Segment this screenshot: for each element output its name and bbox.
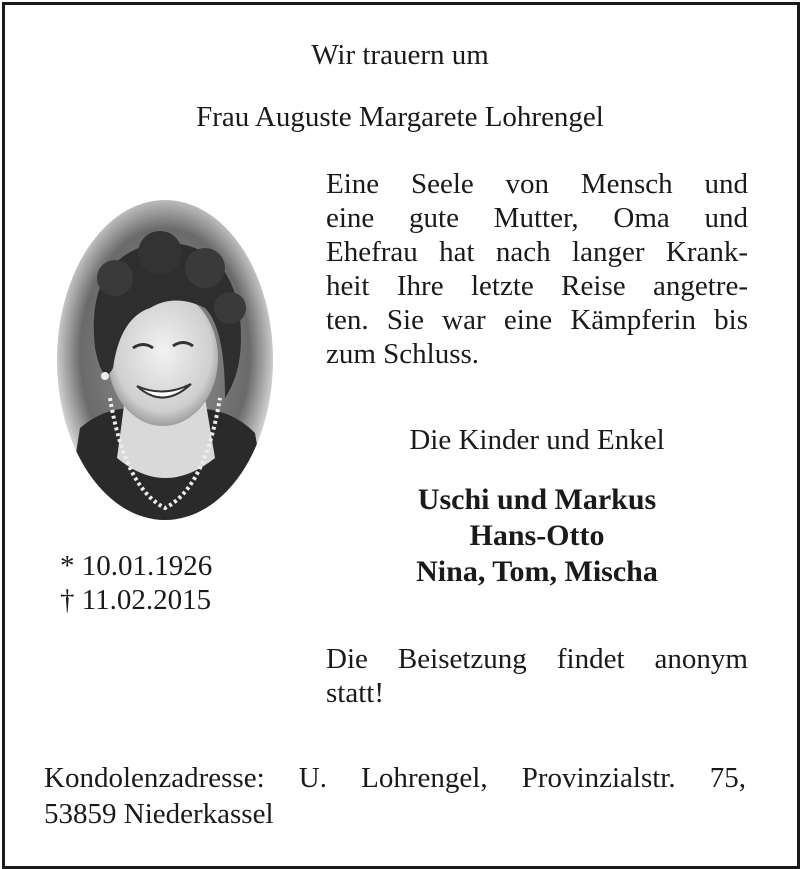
death-date: † 11.02.2015	[60, 584, 212, 616]
address-line: 53859 Niederkassel	[44, 798, 274, 830]
family-names	[326, 482, 748, 590]
life-dates	[60, 549, 212, 617]
heading-mourning: Wir trauern um	[311, 39, 489, 71]
message-line: heit Ihre letzte Reise angetre-	[326, 270, 748, 302]
funeral-line: Die Beisetzung findet anonym	[326, 643, 748, 675]
family-name: Uschi und Markus	[417, 483, 657, 516]
message-line: eine gute Mutter, Oma und	[326, 202, 748, 234]
message-line: Eine Seele von Mensch und	[326, 168, 748, 200]
funeral-notice	[326, 642, 748, 710]
address-line: Kondolenzadresse: U. Lohrengel, Provinzialstr. 75,	[44, 762, 746, 794]
family-label: Die Kinder und Enkel	[409, 424, 665, 456]
message-line: zum Schluss.	[326, 338, 480, 370]
message-line: Ehefrau hat nach langer Krank-	[326, 236, 748, 268]
heading-deceased-name: Frau Auguste Margarete Lohrengel	[196, 101, 604, 133]
condolence-address	[44, 760, 746, 832]
birth-date: * 10.01.1926	[60, 550, 213, 582]
funeral-line: statt!	[326, 677, 384, 709]
condolence-message	[326, 167, 748, 371]
portrait-photo	[55, 198, 275, 523]
family-name: Nina, Tom, Mischa	[416, 555, 658, 588]
family-name: Hans-Otto	[469, 519, 605, 552]
message-line: ten. Sie war eine Kämpferin bis	[326, 304, 748, 336]
